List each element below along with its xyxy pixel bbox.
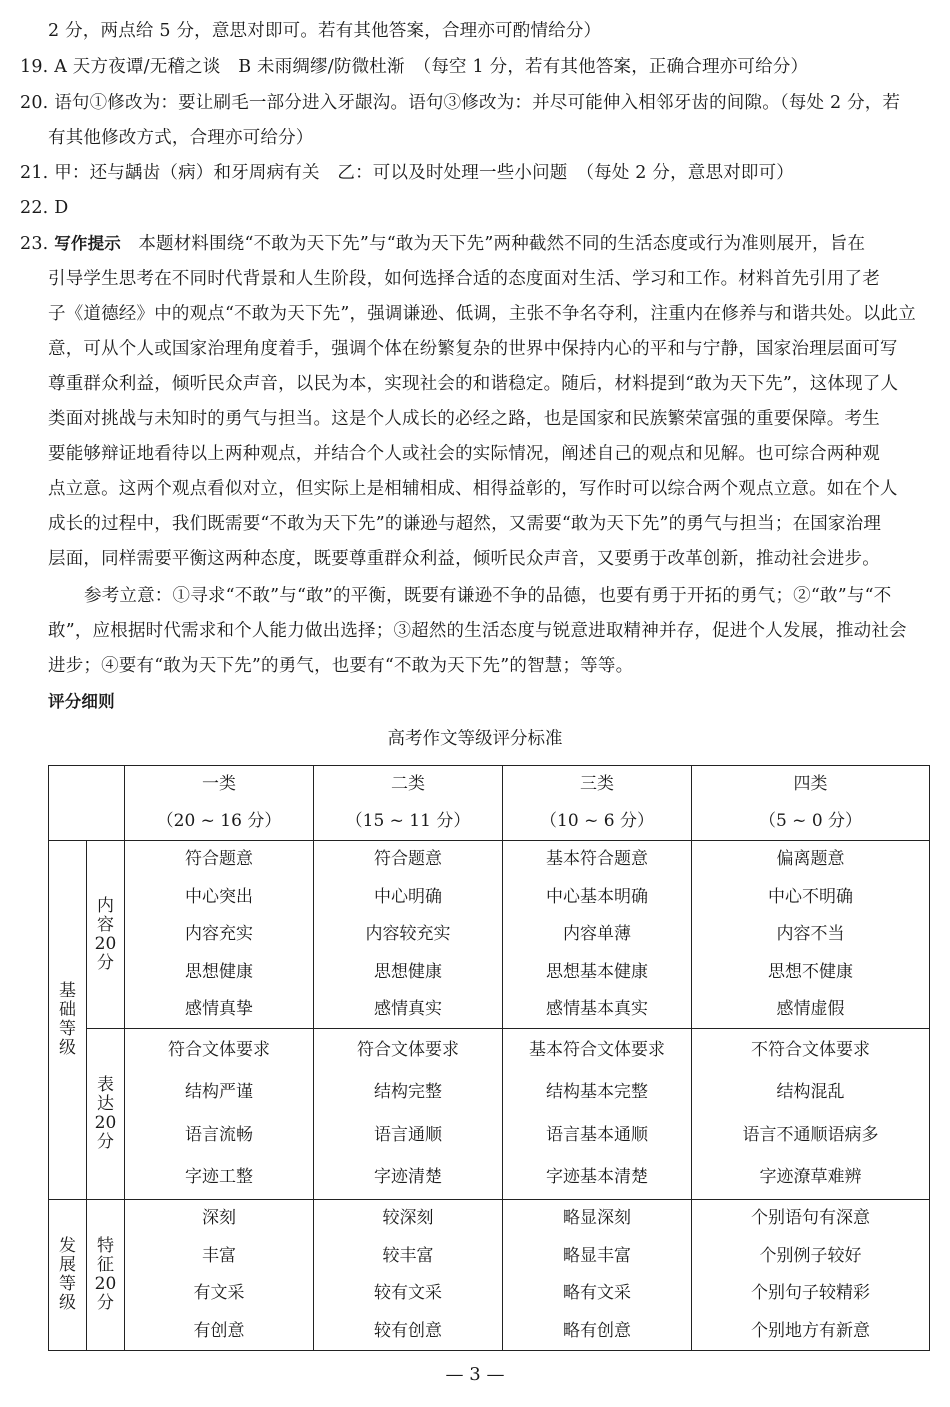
header-class-2: 二类 （15 ~ 11 分） [314, 766, 503, 841]
writing-tip-text: 本题材料围绕“不敢为天下先”与“敢为天下先”两种截然不同的生活态度或行为准则展开，旨在 [138, 234, 866, 254]
subgroup-feature: 特 征 20 分 [87, 1199, 125, 1350]
question-number: 23. [20, 234, 49, 254]
header-class-1: 一类 （20 ~ 16 分） [125, 766, 314, 841]
content-cell-class-3: 基本符合题意 中心基本明确 内容单薄 思想基本健康 感情基本真实 [503, 841, 692, 1029]
text-line-q18-tail: 2 分，两点给 5 分，意思对即可。若有其他答案，合理亦可酌情给分） [48, 21, 602, 41]
reference-idea-line: 参考立意：①寻求“不敢”与“敢”的平衡，既要有谦逊不争的品德，也要有勇于开拓的勇气；②“敢”与“不 [84, 586, 892, 606]
paragraph-line: 尊重群众利益，倾听民众声音，以民为本，实现社会的和谐稳定。随后，材料提到“敢为天下先”，这体现了人 [48, 374, 899, 394]
text-line-q23 [20, 232, 865, 256]
scoring-heading: 评分细则 [48, 692, 115, 711]
header-class-4: 四类 （5 ~ 0 分） [692, 766, 930, 841]
paragraph-line: 子《道德经》中的观点“不敢为天下先”，强调谦逊、低调，主张不争名夺利，注重内在修养与和谐共处。以此立 [48, 304, 916, 324]
page-number: — 3 — [445, 1364, 505, 1385]
paragraph-line: 意，可从个人或国家治理角度着手，强调个体在纷繁复杂的世界中保持内心的平和与宁静，国家治理层面可写 [48, 339, 898, 359]
feature-row [49, 1199, 930, 1350]
table-header-row [49, 766, 930, 841]
text-line-q19: 19. A 天方夜谭/无稽之谈 B 未雨绸缪/防微杜渐 （每空 1 分，若有其他答案，正确合理亦可给分） [20, 57, 809, 77]
header-corner [49, 766, 125, 841]
expression-cell-class-3: 基本符合文体要求 结构基本完整 语言基本通顺 字迹基本清楚 [503, 1029, 692, 1199]
expression-cell-class-1: 符合文体要求 结构严谨 语言流畅 字迹工整 [125, 1029, 314, 1199]
paragraph-line: 类面对挑战与未知时的勇气与担当。这是个人成长的必经之路，也是国家和民族繁荣富强的重要保障。考生 [48, 409, 880, 429]
header-class-3: 三类 （10 ~ 6 分） [503, 766, 692, 841]
group-basic-level: 基 础 等 级 [49, 841, 87, 1200]
text-line-q20: 20. 语句①修改为：要让刷毛一部分进入牙龈沟。语句③修改为：并尽可能伸入相邻牙齿的间隙。（每处 2 分，若 [20, 93, 901, 113]
feature-cell-class-4: 个别语句有深意 个别例子较好 个别句子较精彩 个别地方有新意 [692, 1199, 930, 1350]
paragraph-line: 成长的过程中，我们既需要“不敢为天下先”的谦逊与超然，又需要“敢为天下先”的勇气与担当；在国家治理 [48, 514, 882, 534]
expression-cell-class-2: 符合文体要求 结构完整 语言通顺 字迹清楚 [314, 1029, 503, 1199]
content-cell-class-1: 符合题意 中心突出 内容充实 思想健康 感情真挚 [125, 841, 314, 1029]
expression-row [49, 1029, 930, 1199]
paragraph-line: 要能够辩证地看待以上两种观点，并结合个人或社会的实际情况，阐述自己的观点和见解。也可综合两种观 [48, 444, 880, 464]
reference-idea-line: 进步；④要有“敢为天下先”的勇气，也要有“不敢为天下先”的智慧；等等。 [48, 656, 634, 676]
subgroup-content: 内 容 20 分 [87, 841, 125, 1029]
feature-cell-class-1: 深刻 丰富 有文采 有创意 [125, 1199, 314, 1350]
reference-idea-line: 敢”，应根据时代需求和个人能力做出选择；③超然的生活态度与锐意进取精神并存，促进个人发展，推动社会 [48, 621, 907, 641]
content-cell-class-4: 偏离题意 中心不明确 内容不当 思想不健康 感情虚假 [692, 841, 930, 1029]
feature-cell-class-2: 较深刻 较丰富 较有文采 较有创意 [314, 1199, 503, 1350]
text-line-q20-cont: 有其他修改方式，合理亦可给分） [48, 128, 314, 148]
expression-cell-class-4: 不符合文体要求 结构混乱 语言不通顺语病多 字迹潦草难辨 [692, 1029, 930, 1199]
content-row [49, 841, 930, 1029]
writing-tip-label: 写作提示 [54, 234, 122, 253]
text-line-q21: 21. 甲：还与龋齿（病）和牙周病有关 乙：可以及时处理一些小问题 （每处 2 分，意思对即可） [20, 163, 794, 183]
grading-table [48, 765, 930, 1351]
text-line-q22: 22. D [20, 198, 69, 218]
feature-cell-class-3: 略显深刻 略显丰富 略有文采 略有创意 [503, 1199, 692, 1350]
paragraph-line: 点立意。这两个观点看似对立，但实际上是相辅相成、相得益彰的，写作时可以综合两个观点立意。如在个人 [48, 479, 898, 499]
paragraph-line: 层面，同样需要平衡这两种态度，既要尊重群众利益，倾听民众声音，又要勇于改革创新，推动社会进步。 [48, 549, 880, 569]
group-development-level: 发 展 等 级 [49, 1199, 87, 1350]
subgroup-expression: 表 达 20 分 [87, 1029, 125, 1199]
table-caption: 高考作文等级评分标准 [387, 729, 563, 749]
content-cell-class-2: 符合题意 中心明确 内容较充实 思想健康 感情真实 [314, 841, 503, 1029]
paragraph-line: 引导学生思考在不同时代背景和人生阶段，如何选择合适的态度面对生活、学习和工作。材料首先引用了老 [48, 269, 880, 289]
